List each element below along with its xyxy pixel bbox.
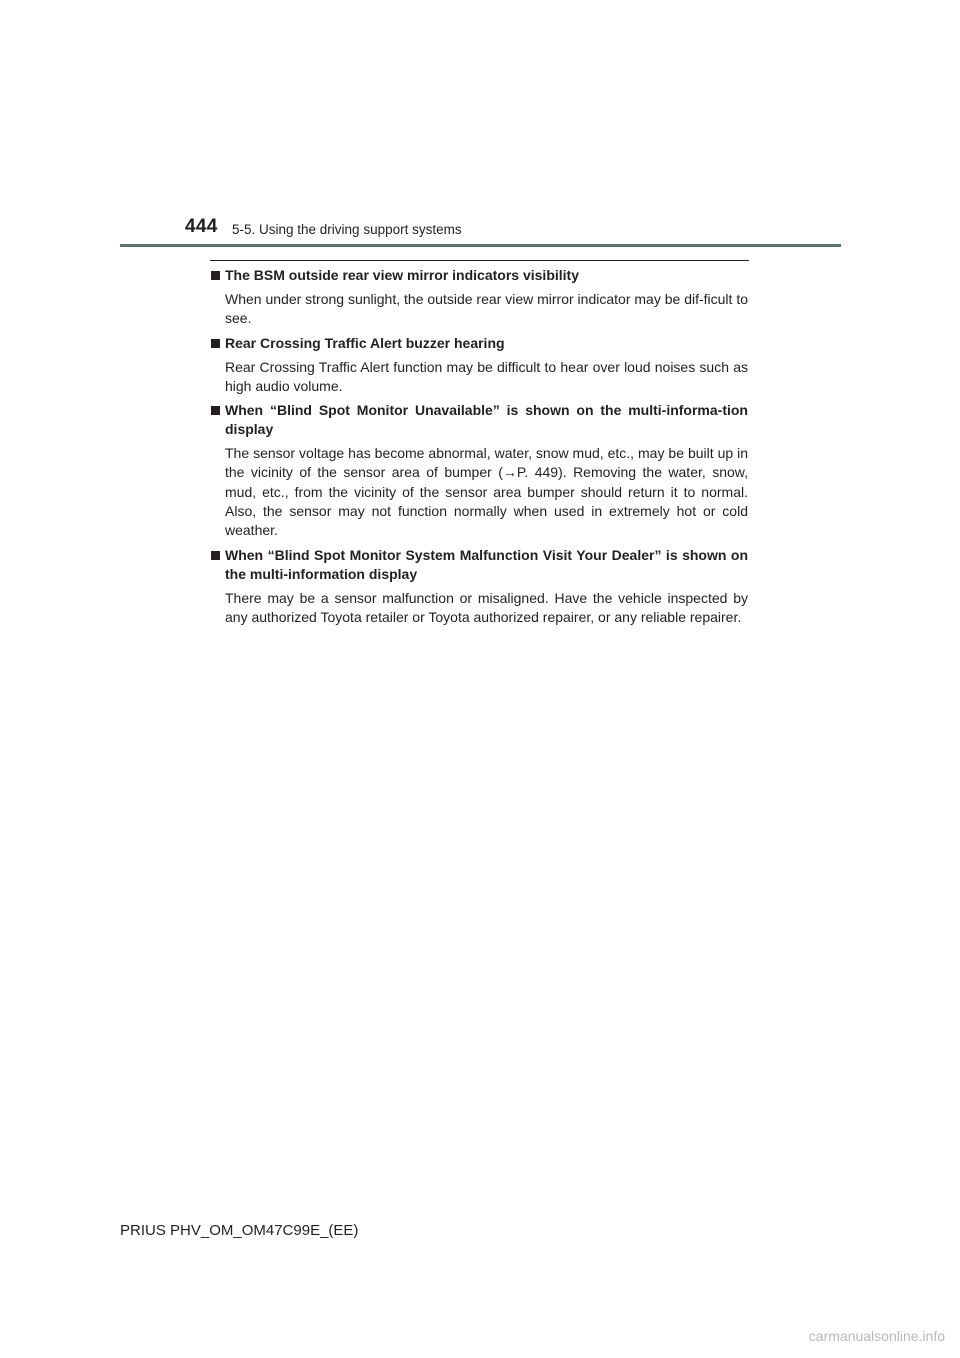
watermark-text[interactable]: carmanualsonline.info [808,1328,945,1344]
square-bullet-icon [211,271,220,280]
square-bullet-icon [211,339,220,348]
note-heading [210,401,748,439]
note-body: When under strong sunlight, the outside rear view mirror indicator may be dif-ficult to see. [225,291,748,327]
note-body: Rear Crossing Traffic Alert function may be difficult to hear over loud noises such as high audio volume. [225,358,748,394]
note-heading-text: Rear Crossing Traffic Alert buzzer hearing [225,334,505,351]
page-number: 444 [185,216,218,237]
content [210,266,748,632]
note-heading-text: When “Blind Spot Monitor System Malfunction Visit Your Dealer” is shown on the multi-information display [225,546,748,582]
content-rule [210,260,749,261]
document-code: PRIUS PHV_OM_OM47C99E_(EE) [120,1222,359,1239]
note-item [210,546,748,628]
note-body: There may be a sensor malfunction or misaligned. Have the vehicle inspected by any authorized Toyota retailer or Toyota authorized repairer, or any reliable repairer. [225,589,748,625]
note-heading [210,334,748,353]
note-item [210,334,748,397]
section-title: 5-5. Using the driving support systems [232,222,462,237]
header-rule [120,244,841,247]
note-heading [210,546,748,584]
note-heading-text: When “Blind Spot Monitor Unavailable” is shown on the multi-informa-tion display [225,402,748,438]
note-item [210,401,748,540]
square-bullet-icon [211,551,220,560]
square-bullet-icon [211,406,220,415]
note-body: The sensor voltage has become abnormal, water, snow mud, etc., may be built up in the vicinity of the sensor area of bumper (→P. 449). Removing the water, snow, mud, etc., from the vicinity of the sensor area bumper should return it to normal. Also, the sensor may not function normally when used in extremely hot or cold weather. [225,445,748,539]
note-heading-text: The BSM outside rear view mirror indicators visibility [225,267,579,283]
note-heading [210,266,748,285]
note-item [210,266,748,329]
